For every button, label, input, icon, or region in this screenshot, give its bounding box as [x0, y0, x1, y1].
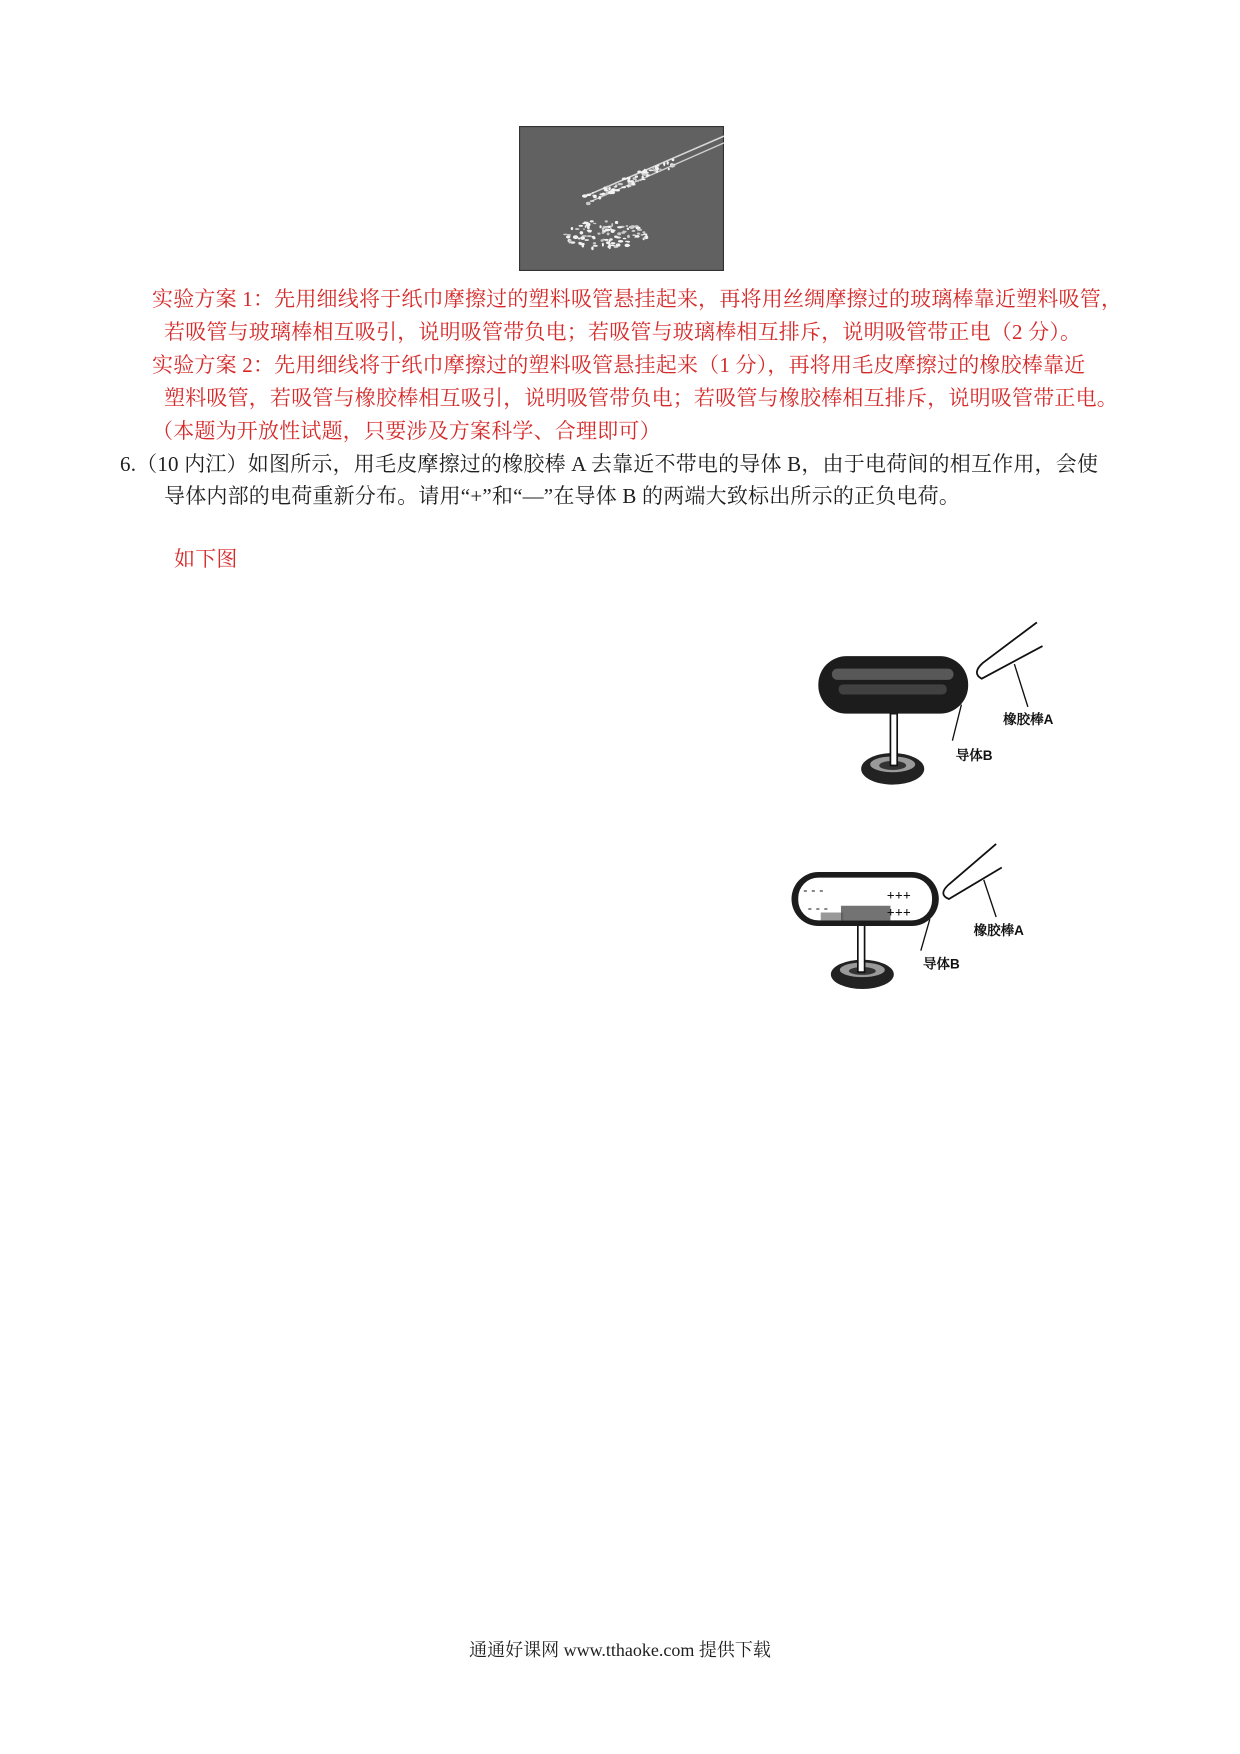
paper-bit: [582, 245, 584, 248]
paper-bit: [578, 242, 580, 245]
paper-bit: [615, 189, 620, 191]
paper-bit: [583, 235, 588, 236]
paper-bit: [637, 171, 641, 174]
paper-bit: [605, 220, 608, 222]
conductor-leader-line: [921, 919, 930, 950]
paper-bit: [628, 182, 632, 184]
paper-bit: [590, 220, 594, 222]
paper-bit: [567, 234, 571, 236]
paper-bit: [592, 236, 596, 238]
positive-charges-bottom: +++: [887, 904, 912, 919]
paper-bit: [584, 222, 587, 225]
paper-bit: [591, 246, 593, 250]
stand-post: [890, 714, 897, 766]
paper-bit: [579, 225, 584, 227]
paper-bit: [609, 248, 611, 249]
paper-bit: [627, 177, 631, 180]
paper-bit: [605, 229, 610, 232]
answer-line-3: 实验方案 2：先用细线将于纸巾摩擦过的塑料吸管悬挂起来（1 分），再将用毛皮摩擦过的橡胶棒靠近: [152, 353, 1086, 377]
paper-bit: [602, 232, 605, 234]
conductor-b: [818, 656, 968, 713]
positive-charges-top: +++: [887, 888, 912, 903]
paper-bit: [587, 235, 592, 237]
paper-bit: [637, 232, 640, 234]
paper-bit: [569, 239, 571, 243]
paper-bit: [593, 242, 596, 244]
rod-leader-line: [1014, 664, 1028, 707]
paper-bit: [607, 185, 612, 186]
paper-bit: [627, 185, 629, 188]
paper-bit: [604, 189, 609, 191]
paper-bit: [602, 226, 606, 229]
paper-bit: [659, 168, 661, 171]
paper-bit: [573, 235, 578, 239]
paper-bit: [604, 239, 609, 241]
paper-bit: [599, 225, 601, 228]
paper-bit: [642, 231, 645, 233]
paper-bit: [608, 226, 611, 228]
paper-bit: [617, 232, 621, 235]
answer-note: （本题为开放性试题，只要涉及方案科学、合理即可）: [152, 419, 661, 443]
stand-post: [858, 925, 865, 972]
negative-charges-top: ---: [801, 883, 826, 898]
paper-bit: [668, 168, 670, 170]
paper-bit: [667, 161, 669, 165]
paper-bit: [617, 226, 622, 228]
rubber-rod-a: [977, 622, 1043, 678]
paper-bit: [614, 186, 618, 188]
question-6-line-2: 导体内部的电荷重新分布。请用“+”和“—”在导体 B 的两端大致标出所示的正负电荷。: [164, 484, 961, 508]
paper-bit: [641, 179, 645, 181]
paper-bit: [637, 229, 642, 231]
paper-bit: [622, 177, 627, 179]
paper-bit: [642, 173, 647, 175]
paper-bit: [599, 193, 604, 195]
paper-bit: [627, 235, 630, 238]
paper-bit: [635, 235, 640, 238]
paper-bit: [615, 221, 618, 224]
paper-bit: [672, 158, 675, 161]
paper-bit: [607, 232, 610, 235]
paper-bit: [592, 192, 594, 194]
paper-bit: [642, 175, 644, 178]
conductor-b-label: 导体B: [923, 956, 960, 972]
paper-bit: [602, 243, 604, 247]
paper-bit: [655, 167, 659, 170]
paper-bit: [582, 194, 587, 197]
paper-bit: [593, 195, 597, 198]
paper-bit: [593, 223, 596, 224]
paper-bit: [625, 241, 629, 242]
paper-bit: [580, 231, 584, 234]
paper-bit: [652, 167, 654, 169]
paper-bit: [627, 228, 629, 230]
paper-bit: [608, 191, 613, 195]
paper-bit: [644, 237, 646, 239]
question-6-line-1: 6.（10 内江）如图所示，用毛皮摩擦过的橡胶棒 A 去靠近不带电的导体 B，由于电荷间的相互作用，会使: [120, 452, 1099, 476]
paper-bit: [624, 231, 627, 233]
paper-bit: [586, 202, 591, 205]
conductor-b: [791, 872, 938, 926]
paper-bit: [608, 245, 611, 248]
paper-bit: [649, 169, 654, 171]
paper-bit: [584, 239, 589, 241]
paper-bit: [563, 234, 568, 236]
paper-bit: [670, 164, 675, 166]
rod-a-label: 橡胶棒A: [973, 922, 1024, 938]
paper-bit: [635, 175, 638, 177]
page-footer: 通通好课网 www.tthaoke.com 提供下载: [469, 1640, 771, 1660]
rod-leader-line: [984, 880, 996, 917]
paper-bit: [580, 236, 585, 240]
paper-bit: [616, 243, 621, 246]
figure-question-diagram: [816, 619, 1064, 788]
paper-bit: [598, 196, 601, 200]
paper-bit: [611, 229, 615, 233]
figure-answer-diagram: [787, 838, 1040, 996]
paper-bit: [639, 180, 641, 181]
paper-bit: [611, 223, 613, 226]
paper-bit: [600, 239, 603, 241]
answer-line-1: 实验方案 1：先用细线将于纸巾摩擦过的塑料吸管悬挂起来，再将用丝绸摩擦过的玻璃棒靠近塑料吸管，: [152, 287, 1123, 311]
paper-bit: [632, 230, 636, 232]
answer-line-4: 塑料吸管，若吸管与橡胶棒相互吸引，说明吸管带负电；若吸管与橡胶棒相互排斥，说明吸管带正电。: [164, 386, 1118, 410]
paper-bit: [663, 162, 665, 164]
paper-bit: [597, 233, 600, 235]
paper-bit: [587, 230, 592, 232]
paper-bit: [621, 186, 626, 188]
paper-bit: [623, 238, 627, 240]
paper-bit: [636, 181, 639, 182]
paper-bit: [625, 244, 630, 247]
paper-bit: [626, 225, 629, 227]
paper-bit: [583, 228, 585, 230]
paper-bit: [609, 238, 613, 240]
paper-bit: [618, 240, 623, 243]
answer-line-2: 若吸管与玻璃棒相互吸引，说明吸管带负电；若吸管与玻璃棒相互排斥，说明吸管带正电（2 分）。: [164, 320, 1082, 344]
negative-charges-bottom: ---: [806, 901, 831, 916]
conductor-b-label: 导体B: [955, 747, 993, 763]
paper-bit: [644, 169, 646, 173]
paper-bit: [575, 228, 579, 230]
paper-bit: [629, 225, 634, 229]
experiment-photo: [519, 126, 724, 271]
paper-bit: [593, 245, 598, 247]
paper-bit: [590, 200, 595, 201]
rod-a-label: 橡胶棒A: [1003, 711, 1054, 727]
paper-bit: [571, 227, 573, 230]
paper-bit: [608, 187, 610, 190]
question-6-answer-label: 如下图: [174, 547, 238, 571]
paper-bit: [587, 225, 590, 229]
rubber-rod-a: [943, 844, 1001, 899]
paper-bit: [618, 183, 623, 185]
paper-bit: [614, 235, 618, 237]
paper-bit: [610, 242, 615, 244]
